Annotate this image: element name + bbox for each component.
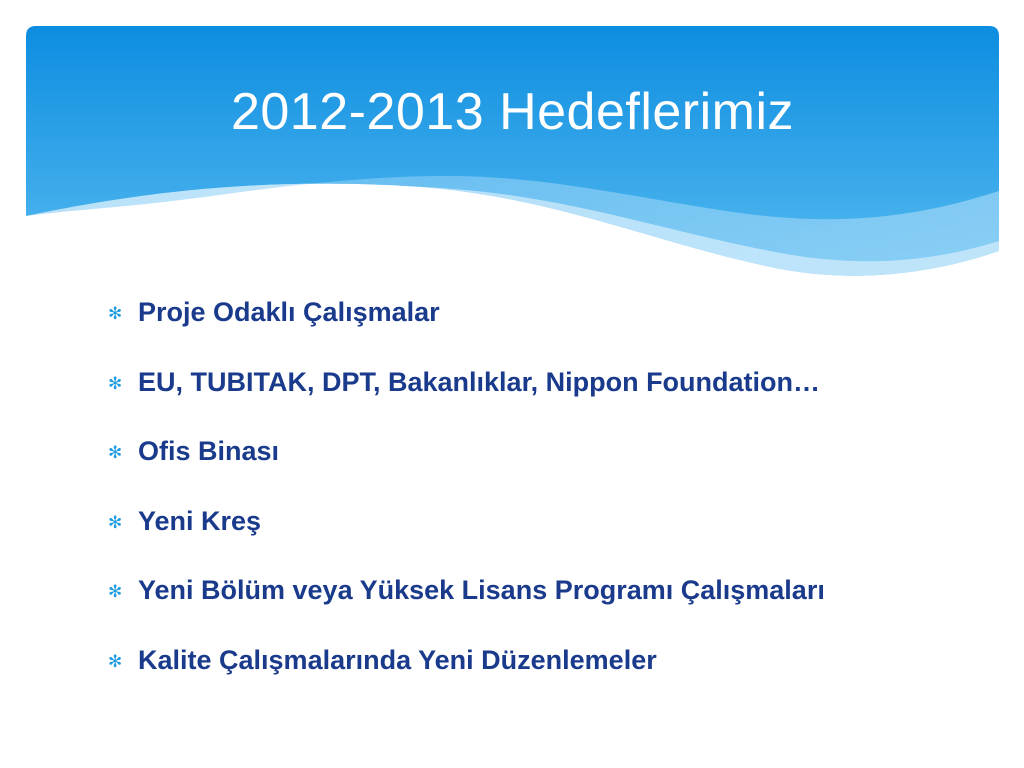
slide-title: 2012-2013 Hedeflerimiz (230, 83, 795, 141)
asterisk-icon: ✻ (108, 304, 123, 324)
asterisk-icon: ✻ (108, 512, 123, 532)
asterisk-icon: ✻ (108, 582, 123, 602)
bullet-text: Proje Odaklı Çalışmalar (138, 297, 440, 328)
asterisk-icon: ✻ (108, 373, 123, 393)
list-item (108, 626, 988, 696)
title-banner (26, 26, 999, 296)
list-item (108, 487, 988, 557)
list-item (108, 348, 988, 418)
bullet-text: Kalite Çalışmalarında Yeni Düzenlemeler (138, 644, 657, 675)
bullet-text: Ofis Binası (138, 436, 280, 467)
bullet-text: Yeni Kreş (138, 505, 262, 536)
list-item (108, 278, 988, 348)
bullet-text: EU, TUBITAK, DPT, Bakanlıklar, Nippon Foundation… (138, 366, 821, 397)
list-item (108, 417, 988, 487)
bullet-list (108, 278, 988, 695)
list-item (108, 556, 988, 626)
asterisk-icon: ✻ (108, 651, 123, 671)
wave-banner-graphic (26, 26, 999, 296)
bullet-text: Yeni Bölüm veya Yüksek Lisans Programı Çalışmaları (138, 575, 825, 606)
asterisk-icon: ✻ (108, 443, 123, 463)
